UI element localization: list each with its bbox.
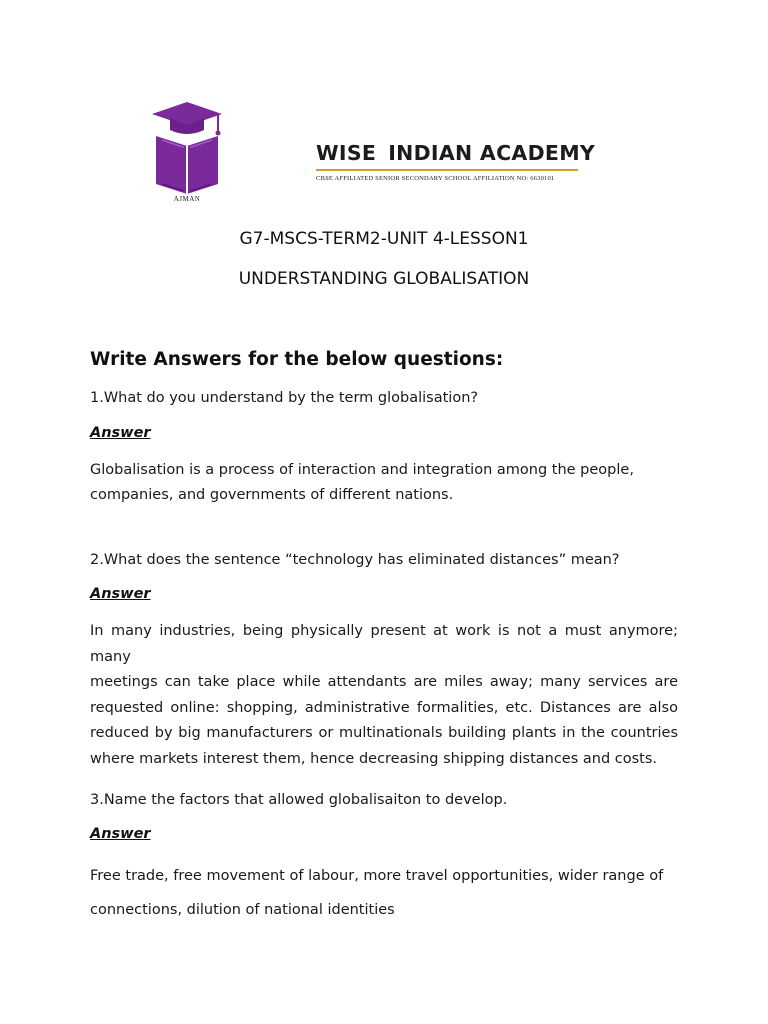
answer-2-line: meetings can take place while attendants are miles away; many services are bbox=[90, 674, 678, 690]
answer-2-line: where markets interest them, hence decreasing shipping distances and costs. bbox=[90, 750, 658, 767]
answer-3 bbox=[90, 859, 678, 927]
lesson-code-title: G7-MSCS-TERM2-UNIT 4-LESSON1 bbox=[239, 229, 529, 249]
answer-2-line: requested online: shopping, administrative formalities, etc. Distances are also bbox=[90, 699, 678, 716]
school-brand bbox=[316, 139, 596, 182]
answer-label-3: Answer bbox=[90, 826, 151, 842]
question-2: 2.What does the sentence “technology has eliminated distances” mean? bbox=[90, 552, 620, 568]
school-name-word1: WISE bbox=[316, 141, 377, 165]
logo-caption: AJMAN bbox=[173, 195, 201, 203]
answer-2-line: In many industries, being physically present at work is not a must anymore; many bbox=[90, 623, 678, 665]
answer-1 bbox=[90, 458, 678, 508]
answer-label-2: Answer bbox=[90, 586, 151, 602]
answer-2-line: reduced by big manufacturers or multinationals building plants in the countries bbox=[90, 725, 678, 741]
answer-1-line: Globalisation is a process of interaction and integration among the people, bbox=[90, 462, 634, 478]
question-3: 3.Name the factors that allowed globalisaiton to develop. bbox=[90, 792, 508, 808]
graduation-book-logo-icon bbox=[148, 98, 226, 208]
answer-label-1: Answer bbox=[90, 425, 151, 441]
school-name-word2: INDIAN ACADEMY bbox=[388, 141, 596, 165]
school-name bbox=[316, 139, 596, 167]
answer-3-line: connections, dilution of national identities bbox=[90, 902, 395, 918]
school-affiliation-tagline: CBSE AFFILIATED SENIOR SECONDARY SCHOOL AFFILIATION NO: 6630101 bbox=[316, 175, 555, 182]
answer-2 bbox=[90, 619, 678, 772]
lesson-title: UNDERSTANDING GLOBALISATION bbox=[238, 269, 530, 289]
brand-divider bbox=[316, 169, 578, 171]
instructions-heading: Write Answers for the below questions: bbox=[90, 349, 504, 370]
answer-3-line: Free trade, free movement of labour, more travel opportunities, wider range of bbox=[90, 868, 664, 884]
question-1: 1.What do you understand by the term globalisation? bbox=[90, 390, 479, 406]
answer-1-line: companies, and governments of different nations. bbox=[90, 487, 454, 503]
